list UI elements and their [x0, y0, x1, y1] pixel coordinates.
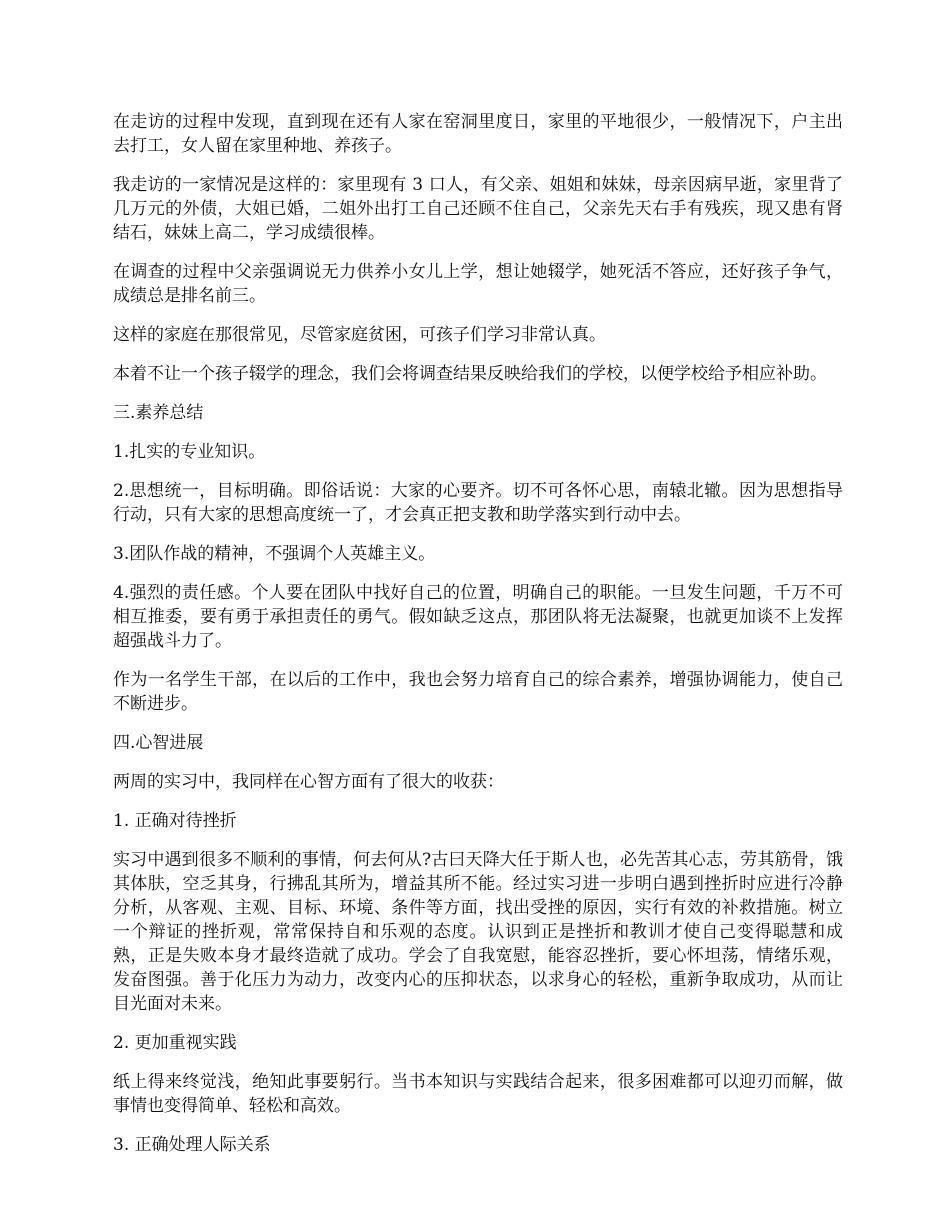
list-item-responsibility: 4.强烈的责任感。个人要在团队中找好自己的位置，明确自己的职能。一旦发生问题，千万不可相互推委，要有勇于承担责任的勇气。假如缺乏这点，那团队将无法凝聚，也就更加谈不上发挥超强战斗力了。 [113, 583, 843, 651]
subheading-interpersonal-relations: 3. 正确处理人际关系 [113, 1135, 271, 1155]
section-heading-literacy-summary: 三.素养总结 [113, 403, 204, 423]
paragraph-two-weeks-gain: 两周的实习中，我同样在心智方面有了很大的收获： [113, 772, 504, 792]
document-body [113, 110, 843, 1172]
paragraph-setbacks-detail: 实习中遇到很多不顺利的事情，何去何从?古曰天降大任于斯人也，必先苦其心志，劳其筋骨，饿其体肤，空乏其身，行拂乱其所为，增益其所不能。经过实习进一步明白遇到挫折时应进行冷静分析，从客观、主观、目标、环境、条件等方面，找出受挫的原因，实行有效的补救措施。树立一个辩证的挫折观，常常保持自和乐观的态度。认识到正是挫折和教训才使自己变得聪慧和成熟，正是失败本身才最终造就了成功。学会了自我宽慰，能容忍挫折，要心怀坦荡，情绪乐观，发奋图强。善于化压力为动力，改变内心的压抑状态，以求身心的轻松，重新争取成功，从而让目光面对未来。 [113, 850, 843, 1014]
section-heading-mental-progress: 四.心智进展 [113, 733, 204, 753]
list-item-team-spirit: 3.团队作战的精神，不强调个人英雄主义。 [113, 544, 436, 564]
paragraph-practice-detail: 纸上得来终觉浅，绝知此事要躬行。当书本知识与实践结合起来，很多困难都可以迎刃而解，做事情也变得简单、轻松和高效。 [113, 1072, 843, 1116]
paragraph-father-statement: 在调查的过程中父亲强调说无力供养小女儿上学，想让她辍学，她死活不答应，还好孩子争气，成绩总是排名前三。 [113, 262, 843, 306]
paragraph-student-leader: 作为一名学生干部，在以后的工作中，我也会努力培育自己的综合素养，增强协调能力，使自己不断进步。 [113, 670, 843, 714]
list-item-professional-knowledge: 1.扎实的专业知识。 [113, 442, 266, 462]
paragraph-family-case: 我走访的一家情况是这样的：家里现有 3 口人，有父亲、姐姐和妹妹，母亲因病早逝，家里背了几万元的外债，大姐已婚，二姐外出打工自己还顾不住自己，父亲先天右手有残疾，现又患有肾结石，妹妹上高二，学习成绩很棒。 [113, 175, 843, 243]
paragraph-school-report: 本着不让一个孩子辍学的理念，我们会将调查结果反映给我们的学校，以便学校给予相应补助。 [113, 364, 827, 384]
subheading-face-setbacks: 1. 正确对待挫折 [113, 811, 237, 831]
paragraph-common-families: 这样的家庭在那很常见，尽管家庭贫困，可孩子们学习非常认真。 [113, 325, 606, 345]
paragraph-visit-findings: 在走访的过程中发现，直到现在还有人家在窑洞里度日，家里的平地很少，一般情况下，户主出去打工，女人留在家里种地、养孩子。 [113, 112, 843, 156]
subheading-value-practice: 2. 更加重视实践 [113, 1033, 237, 1053]
list-item-unified-thinking: 2.思想统一，目标明确。即俗话说：大家的心要齐。切不可各怀心思，南辕北辙。因为思想指导行动，只有大家的思想高度统一了，才会真正把支教和助学落实到行动中去。 [113, 481, 843, 525]
